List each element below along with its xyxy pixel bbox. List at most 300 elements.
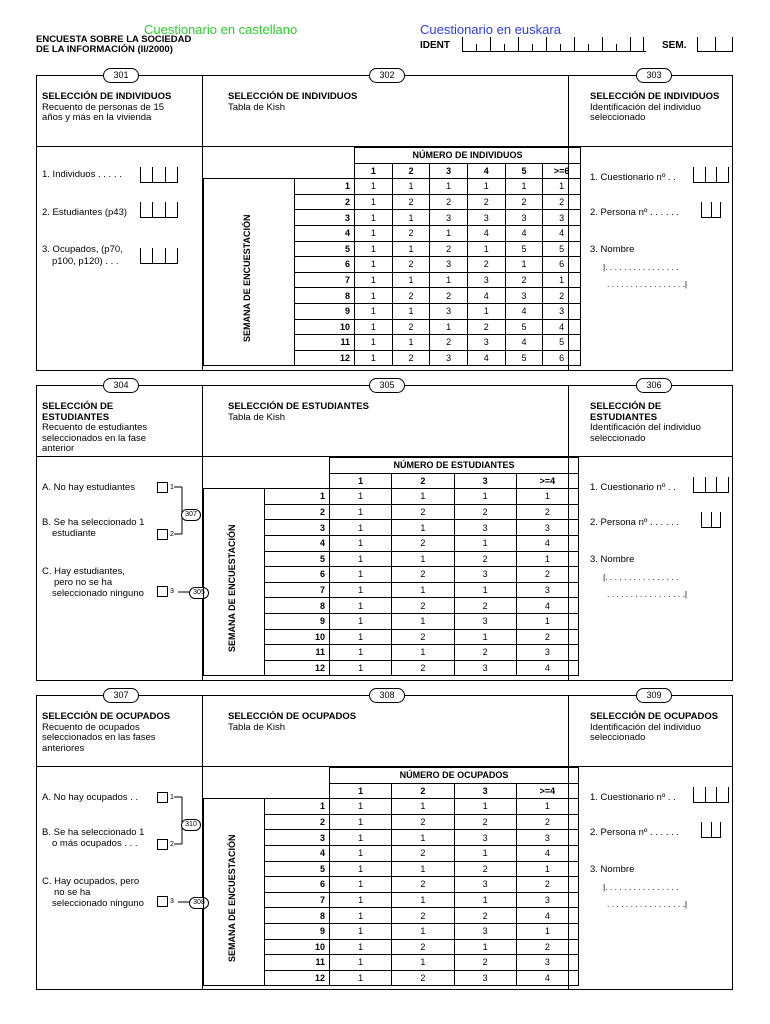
table-cell: 1 <box>355 303 393 319</box>
section-3 <box>36 690 733 990</box>
subtitle-text: Recuento de estudiantes seleccionados en la fase anterior <box>42 422 148 454</box>
title-text: SELECCIÓN DE ESTUDIANTES <box>42 401 114 423</box>
table-cell: 1 <box>330 908 392 924</box>
table-cell: 2 <box>392 660 454 676</box>
table-cell: 1 <box>467 179 505 195</box>
question-number-mid: 305 <box>369 378 405 393</box>
option-code: 1 <box>170 484 174 491</box>
row-header: 7 <box>265 582 330 598</box>
right-q1: 1. Cuestionario nº . . <box>590 482 676 493</box>
table-cell: 2 <box>392 877 454 893</box>
table-cell: 2 <box>392 908 454 924</box>
table-title: NÚMERO DE INDIVIDUOS <box>355 148 581 164</box>
table-cell: 5 <box>543 335 581 351</box>
option-b1: B. Se ha seleccionado 1 <box>42 827 145 838</box>
question-number-right: 309 <box>636 688 672 703</box>
table-cell: 1 <box>505 179 543 195</box>
table-cell: 2 <box>392 567 454 583</box>
table-cell: 2 <box>543 194 581 210</box>
title-text: SELECCIÓN DE ESTUDIANTES <box>590 401 662 423</box>
table-cell: 1 <box>330 892 392 908</box>
table-cell: 3 <box>454 520 516 536</box>
table-title-row <box>204 458 579 474</box>
table-cell: 5 <box>543 241 581 257</box>
option-c3: seleccionado ninguno <box>52 898 144 909</box>
subtitle-text: Tabla de Kish <box>228 101 286 113</box>
subtitle-text: Recuento de ocupados seleccionados en las fases anteriores <box>42 721 156 754</box>
table-cell: 1 <box>392 861 454 877</box>
row-header: 8 <box>265 598 330 614</box>
table-cell: 5 <box>505 319 543 335</box>
section-title-right <box>590 402 730 444</box>
table-cell: 1 <box>355 210 393 226</box>
column-header: 5 <box>505 163 543 179</box>
individuos-input[interactable] <box>140 167 178 183</box>
survey-title <box>36 35 191 55</box>
table-title-row <box>204 768 579 784</box>
subtitle-text: Recuento de personas de 15 años y más en la vivienda <box>42 101 165 123</box>
ident-field[interactable] <box>462 37 646 52</box>
table-cell: 1 <box>330 955 392 971</box>
section-1 <box>36 70 733 371</box>
row-header: 8 <box>265 908 330 924</box>
table-cell: 3 <box>543 210 581 226</box>
title-text: SELECCIÓN DE INDIVIDUOS <box>228 91 358 102</box>
table-cell: 6 <box>543 350 581 366</box>
survey-title-line1: ENCUESTA SOBRE LA SOCIEDAD <box>36 34 192 45</box>
table-cell: 1 <box>330 582 392 598</box>
row-header: 1 <box>295 179 355 195</box>
subtitle-text: Tabla de Kish <box>228 721 286 733</box>
table-cell: 1 <box>430 319 468 335</box>
table-cell: 2 <box>392 194 430 210</box>
column-header: 2 <box>392 163 430 179</box>
survey-title-line2: DE LA INFORMACIÓN (II/2000) <box>36 44 173 55</box>
table-cell: 2 <box>392 598 454 614</box>
table-cell: 1 <box>454 892 516 908</box>
section-2 <box>36 380 733 681</box>
table-cell: 1 <box>454 582 516 598</box>
table-cell: 1 <box>392 955 454 971</box>
title-text: SELECCIÓN DE INDIVIDUOS <box>42 91 172 102</box>
table-cell: 1 <box>330 939 392 955</box>
title-text: SELECCIÓN DE OCUPADOS <box>42 711 171 722</box>
table-title: NÚMERO DE ESTUDIANTES <box>330 458 579 474</box>
table-cell: 1 <box>330 567 392 583</box>
table-cell: 2 <box>430 194 468 210</box>
table-cell: 5 <box>505 241 543 257</box>
table-cell: 2 <box>392 845 454 861</box>
option-c1: C. Hay ocupados, pero <box>42 876 140 887</box>
right-dots2: . . . . . . . . . . . . . . . . .| <box>607 279 688 289</box>
column-header: >=6 <box>543 163 581 179</box>
table-cell: 1 <box>330 489 392 505</box>
table-cell: 3 <box>467 272 505 288</box>
section-title-mid <box>228 712 528 733</box>
table-cell: 3 <box>516 520 578 536</box>
table-cell: 1 <box>516 551 578 567</box>
table-cell: 3 <box>505 288 543 304</box>
table-cell: 1 <box>430 179 468 195</box>
table-cell: 4 <box>516 535 578 551</box>
skip-bracket-lines <box>37 386 202 606</box>
row-header: 10 <box>295 319 355 335</box>
column-header: >=4 <box>516 783 578 799</box>
row-header: 3 <box>265 830 330 846</box>
table-cell: 1 <box>392 520 454 536</box>
subtitle-text: Identificación del individuo seleccionado <box>590 422 701 444</box>
table-cell: 2 <box>467 319 505 335</box>
table-cell: 2 <box>516 629 578 645</box>
table-cell: 3 <box>430 350 468 366</box>
table-cell: 1 <box>516 861 578 877</box>
row-header: 5 <box>295 241 355 257</box>
row-header: 4 <box>295 225 355 241</box>
row-header: 11 <box>265 955 330 971</box>
column-header: 3 <box>430 163 468 179</box>
row-header: 12 <box>265 970 330 986</box>
table-cell: 3 <box>467 335 505 351</box>
table-cell: 1 <box>330 923 392 939</box>
option-code: 3 <box>170 898 174 905</box>
goto-c-oval: 308 <box>189 897 209 909</box>
option-b2: estudiante <box>52 528 96 539</box>
table-cell: 1 <box>543 272 581 288</box>
row-header: 3 <box>265 520 330 536</box>
table-cell: 4 <box>543 319 581 335</box>
table-cell: 1 <box>355 225 393 241</box>
table-cell: 2 <box>505 194 543 210</box>
question-number-right: 306 <box>636 378 672 393</box>
table-cell: 1 <box>355 350 393 366</box>
row-header: 1 <box>265 799 330 815</box>
table-cell: 2 <box>392 319 430 335</box>
option-code: 3 <box>170 588 174 595</box>
table-cell: 2 <box>392 535 454 551</box>
table-cell: 1 <box>454 799 516 815</box>
table-cell: 3 <box>430 257 468 273</box>
item-individuos: 1. Individuos . . . . . <box>42 169 122 180</box>
table-cell: 2 <box>516 814 578 830</box>
table-cell: 1 <box>516 799 578 815</box>
row-header: 12 <box>265 660 330 676</box>
title-text: SELECCIÓN DE ESTUDIANTES <box>228 401 369 412</box>
table-cell: 4 <box>516 845 578 861</box>
table-cell: 3 <box>516 830 578 846</box>
table-cell: 1 <box>505 257 543 273</box>
subtitle-text: Identificación del individuo seleccionado <box>590 101 701 123</box>
vertical-label: SEMANA DE ENCUESTACIÓN <box>227 524 237 652</box>
title-text: SELECCIÓN DE OCUPADOS <box>590 711 719 722</box>
column-header: 3 <box>454 473 516 489</box>
table-cell: 1 <box>330 613 392 629</box>
table-cell: 2 <box>454 551 516 567</box>
table-cell: 2 <box>392 814 454 830</box>
section-title-right <box>590 92 730 124</box>
table-cell: 1 <box>467 303 505 319</box>
question-number-left: 307 <box>103 688 139 703</box>
table-cell: 2 <box>392 504 454 520</box>
table-cell: 1 <box>392 613 454 629</box>
question-number-mid: 302 <box>369 68 405 83</box>
persona-input[interactable] <box>701 202 721 218</box>
cuestionario-input[interactable] <box>693 787 729 803</box>
column-header: 1 <box>355 163 393 179</box>
cuestionario-input[interactable] <box>693 477 729 493</box>
kish-table <box>203 767 579 986</box>
table-cell: 3 <box>454 567 516 583</box>
section-title-right <box>590 712 730 744</box>
vertical-label: SEMANA DE ENCUESTACIÓN <box>242 214 252 342</box>
table-cell: 5 <box>505 350 543 366</box>
row-header: 5 <box>265 861 330 877</box>
table-cell: 1 <box>392 551 454 567</box>
section-title-left <box>42 92 172 124</box>
table-cell: 3 <box>467 210 505 226</box>
ident-label: IDENT <box>420 40 450 51</box>
table-cell: 3 <box>543 303 581 319</box>
column-header: 3 <box>454 783 516 799</box>
table-cell: 1 <box>392 582 454 598</box>
right-dots1: |. . . . . . . . . . . . . . . . <box>603 572 679 582</box>
goto-ab-oval: 307 <box>181 509 201 521</box>
row-header: 5 <box>265 551 330 567</box>
question-number-left: 301 <box>103 68 139 83</box>
table-cell: 1 <box>355 272 393 288</box>
table-cell: 2 <box>454 908 516 924</box>
table-cell: 1 <box>454 629 516 645</box>
right-q2: 2. Persona nº . . . . . . <box>590 827 680 838</box>
section-title-mid <box>228 402 528 423</box>
column-header: 4 <box>467 163 505 179</box>
table-cell: 1 <box>430 272 468 288</box>
table-cell: 1 <box>330 504 392 520</box>
table-cell: 2 <box>505 272 543 288</box>
table-cell: 2 <box>392 350 430 366</box>
table-cell: 1 <box>330 629 392 645</box>
item-ocupados-cont: p100, p120) . . . <box>52 256 119 267</box>
table-cell: 3 <box>454 613 516 629</box>
table-cell: 2 <box>543 288 581 304</box>
table-cell: 1 <box>430 225 468 241</box>
table-cell: 1 <box>392 241 430 257</box>
table-cell: 4 <box>516 660 578 676</box>
table-cell: 3 <box>454 877 516 893</box>
table-cell: 2 <box>392 939 454 955</box>
sem-field[interactable] <box>697 37 733 52</box>
table-row <box>204 179 581 195</box>
table-cell: 1 <box>392 645 454 661</box>
table-cell: 2 <box>392 225 430 241</box>
item-estudiantes: 2. Estudiantes (p43) <box>42 207 128 218</box>
section-title-mid <box>228 92 528 113</box>
table-cell: 1 <box>330 551 392 567</box>
option-c2: no se ha <box>54 887 91 898</box>
column-header: 2 <box>392 473 454 489</box>
table-cell: 1 <box>330 535 392 551</box>
table-cell: 1 <box>454 939 516 955</box>
table-cell: 2 <box>430 241 468 257</box>
option-b1: B. Se ha seleccionado 1 <box>42 517 145 528</box>
row-header: 3 <box>295 210 355 226</box>
table-cell: 2 <box>516 939 578 955</box>
table-cell: 1 <box>330 814 392 830</box>
right-q2: 2. Persona nº . . . . . . <box>590 207 680 218</box>
column-header: 1 <box>330 783 392 799</box>
table-cell: 2 <box>516 504 578 520</box>
table-cell: 1 <box>454 535 516 551</box>
table-cell: 4 <box>505 335 543 351</box>
estudiantes-input[interactable] <box>140 202 178 218</box>
table-cell: 3 <box>454 660 516 676</box>
table-cell: 1 <box>516 613 578 629</box>
kish-table <box>203 457 579 676</box>
table-cell: 1 <box>392 923 454 939</box>
goto-c-oval: 305 <box>189 587 209 599</box>
column-header: >=4 <box>516 473 578 489</box>
row-header: 6 <box>265 877 330 893</box>
table-cell: 1 <box>330 970 392 986</box>
column-header: 2 <box>392 783 454 799</box>
row-header: 4 <box>265 845 330 861</box>
table-cell: 2 <box>516 877 578 893</box>
option-a: A. No hay ocupados . . <box>42 792 139 803</box>
row-header: 7 <box>265 892 330 908</box>
right-dots2: . . . . . . . . . . . . . . . . .| <box>607 589 688 599</box>
option-c3: seleccionado ninguno <box>52 588 144 599</box>
row-header: 9 <box>265 613 330 629</box>
table-cell: 3 <box>516 582 578 598</box>
table-cell: 4 <box>505 303 543 319</box>
column-header: 1 <box>330 473 392 489</box>
row-header: 6 <box>295 257 355 273</box>
row-header: 10 <box>265 939 330 955</box>
table-cell: 1 <box>392 892 454 908</box>
table-cell: 4 <box>505 225 543 241</box>
option-b2: o más ocupados . . . <box>52 838 138 849</box>
option-c2: pero no se ha <box>54 577 113 588</box>
table-corner <box>204 458 330 489</box>
table-cell: 1 <box>467 241 505 257</box>
right-q3: 3. Nombre <box>590 864 635 875</box>
right-dots1: |. . . . . . . . . . . . . . . . <box>603 882 679 892</box>
row-header: 1 <box>265 489 330 505</box>
row-header: 10 <box>265 629 330 645</box>
table-cell: 3 <box>505 210 543 226</box>
table-title-row <box>204 148 581 164</box>
table-cell: 3 <box>454 923 516 939</box>
vertical-label: SEMANA DE ENCUESTACIÓN <box>227 834 237 962</box>
table-cell: 4 <box>543 225 581 241</box>
row-header: 11 <box>265 645 330 661</box>
table-cell: 2 <box>392 257 430 273</box>
link-castellano[interactable]: Cuestionario en castellano <box>144 22 298 37</box>
table-cell: 2 <box>467 194 505 210</box>
row-header: 12 <box>295 350 355 366</box>
row-header: 4 <box>265 535 330 551</box>
table-cell: 6 <box>543 257 581 273</box>
table-cell: 1 <box>330 830 392 846</box>
question-number-right: 303 <box>636 68 672 83</box>
option-code: 1 <box>170 794 174 801</box>
item-ocupados: 3. Ocupados, (p70, <box>42 244 123 255</box>
table-cell: 2 <box>467 257 505 273</box>
table-corner <box>204 148 355 179</box>
option-a: A. No hay estudiantes <box>42 482 135 493</box>
table-cell: 4 <box>467 350 505 366</box>
right-q1: 1. Cuestionario nº . . <box>590 792 676 803</box>
ocupados-input[interactable] <box>140 248 178 264</box>
table-cell: 1 <box>355 257 393 273</box>
table-cell: 1 <box>392 830 454 846</box>
cuestionario-input[interactable] <box>693 167 729 183</box>
row-header: 8 <box>295 288 355 304</box>
option-code: 2 <box>170 841 174 848</box>
table-cell: 1 <box>454 489 516 505</box>
table-cell: 1 <box>516 923 578 939</box>
table-cell: 1 <box>330 845 392 861</box>
table-cell: 1 <box>330 861 392 877</box>
table-cell: 2 <box>454 504 516 520</box>
table-cell: 1 <box>392 303 430 319</box>
row-header: 9 <box>265 923 330 939</box>
skip-bracket-lines <box>37 696 202 916</box>
table-cell: 2 <box>392 629 454 645</box>
table-cell: 3 <box>454 830 516 846</box>
table-cell: 2 <box>430 288 468 304</box>
table-cell: 2 <box>454 645 516 661</box>
option-c1: C. Hay estudiantes, <box>42 566 125 577</box>
table-cell: 1 <box>330 877 392 893</box>
table-cell: 1 <box>330 799 392 815</box>
table-corner <box>204 768 330 799</box>
row-header: 2 <box>295 194 355 210</box>
table-cell: 1 <box>330 660 392 676</box>
table-cell: 4 <box>467 288 505 304</box>
persona-input[interactable] <box>701 822 721 838</box>
table-cell: 1 <box>330 645 392 661</box>
table-cell: 1 <box>355 241 393 257</box>
right-dots1: |. . . . . . . . . . . . . . . . <box>603 262 679 272</box>
row-header: 2 <box>265 504 330 520</box>
table-cell: 1 <box>392 799 454 815</box>
row-header: 11 <box>295 335 355 351</box>
table-cell: 3 <box>454 970 516 986</box>
sem-label: SEM. <box>662 40 687 51</box>
table-cell: 4 <box>516 908 578 924</box>
table-cell: 1 <box>543 179 581 195</box>
link-euskara[interactable]: Cuestionario en euskara <box>420 22 561 37</box>
table-cell: 2 <box>516 567 578 583</box>
question-number-mid: 308 <box>369 688 405 703</box>
table-cell: 1 <box>392 335 430 351</box>
option-code: 2 <box>170 531 174 538</box>
persona-input[interactable] <box>701 512 721 528</box>
table-cell: 3 <box>430 210 468 226</box>
row-header: 6 <box>265 567 330 583</box>
right-q3: 3. Nombre <box>590 244 635 255</box>
goto-ab-oval: 310 <box>181 819 201 831</box>
table-cell: 1 <box>454 845 516 861</box>
table-cell: 2 <box>454 955 516 971</box>
table-cell: 2 <box>454 598 516 614</box>
right-q3: 3. Nombre <box>590 554 635 565</box>
table-cell: 4 <box>467 225 505 241</box>
table-cell: 2 <box>454 861 516 877</box>
table-cell: 1 <box>355 335 393 351</box>
table-title: NÚMERO DE OCUPADOS <box>330 768 579 784</box>
question-number-left: 304 <box>103 378 139 393</box>
